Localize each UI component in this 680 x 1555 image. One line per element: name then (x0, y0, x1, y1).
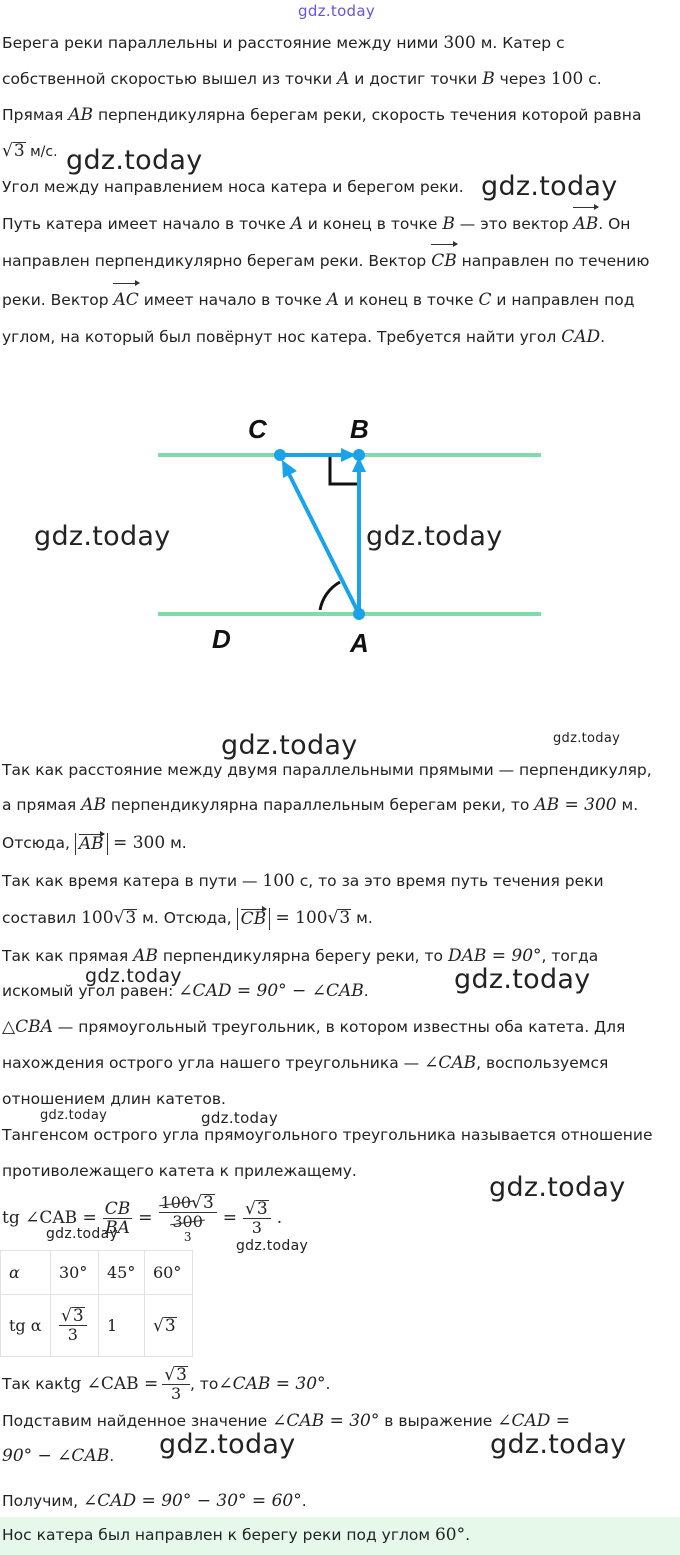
abs-bars: AB (75, 833, 108, 855)
abs-bars: CB (237, 908, 271, 930)
vector-ac-line (287, 470, 359, 614)
watermark: gdz.today (454, 964, 591, 995)
watermark: gdz.today (34, 521, 171, 552)
explain-line: направлен перпендикулярно берегам реки. Вектор CB направлен по течению (2, 243, 678, 280)
table-row (1, 1251, 193, 1295)
table-row (1, 1295, 193, 1357)
fraction-cb-ba: $\frac{CB}{BA}$ (104, 1198, 131, 1238)
tangent-formula: tg ∠CAB = $\frac{CB}{BA}$ = 100√3 300 3 = $\frac{√3}{3}$ . (2, 1192, 283, 1244)
solution-line: Так как расстояние между двумя параллельными прямыми — перпендикуляр, (2, 761, 652, 779)
problem-line: собственной скоростью вышел из точки A и достиг точки B через 100 с. (2, 69, 602, 89)
solution-line: отношением длин катетов. (2, 1090, 226, 1108)
label-c: C (248, 414, 267, 444)
solution-line: искомый угол равен: ∠CAD = 90° − ∠CAB. (2, 981, 369, 1001)
watermark: gdz.today (490, 1429, 627, 1460)
river-diagram (0, 400, 680, 670)
vector-cb: CB (431, 243, 457, 280)
watermark: gdz.today (46, 1226, 119, 1242)
watermark: gdz.today (236, 1238, 309, 1254)
solution-line: составил 100√3 м. Отсюда, CB = 100√3 м. (2, 908, 373, 929)
solution-line: а прямая AB перпендикулярна параллельным берегам реки, то AB = 300 м. (2, 795, 639, 815)
table-cell: 1 (99, 1295, 145, 1357)
point-b (353, 449, 365, 461)
watermark: gdz.today (159, 1429, 296, 1460)
label-a: A (350, 628, 369, 658)
solution-line: Отсюда, AB = 300 м. (2, 833, 187, 854)
answer-text: Нос катера был направлен к берегу реки под углом 60°. (2, 1525, 471, 1545)
fraction-result: $\frac{√3}{3}$ (243, 1200, 271, 1237)
table-cell: α (1, 1251, 51, 1295)
sqrt-symbol: √3 (2, 141, 25, 161)
table-cell: tg α (1, 1295, 51, 1357)
tangent-table (0, 1250, 193, 1357)
watermark: gdz.today (221, 730, 358, 761)
explain-line: углом, на который был повёрнут нос катера. Требуется найти угол CAD. (2, 327, 606, 347)
table-cell: $\frac{√3}{3}$ (51, 1295, 99, 1357)
point-c (274, 449, 286, 461)
watermark: gdz.today (366, 521, 503, 552)
table-cell: 30° (51, 1251, 99, 1295)
problem-line: Прямая AB перпендикулярна берегам реки, скорость течения которой равна (2, 105, 642, 125)
solution-line: Так как прямая AB перпендикулярна берегу реки, то DAB = 90°, тогда (2, 946, 599, 966)
explain-line: реки. Вектор AC имеет начало в точке A и конец в точке C и направлен под (2, 282, 678, 319)
table-cell: 45° (99, 1251, 145, 1295)
solution-line: △CBA — прямоугольный треугольник, в котором известны оба катета. Для (2, 1017, 626, 1037)
explain-line: Путь катера имеет начало в точке A и конец в точке B — это вектор AB. Он (2, 206, 678, 243)
label-d: D (212, 624, 231, 654)
watermark: gdz.today (481, 171, 618, 202)
vector-ab: AB (573, 206, 598, 243)
table-cell: 60° (145, 1251, 193, 1295)
watermark: gdz.today (553, 731, 621, 746)
problem-line: Берега реки параллельны и расстояние между ними 300 м. Катер с (2, 33, 565, 53)
fraction-cancelled: 100√3 300 3 (159, 1194, 217, 1243)
watermark: gdz.today (40, 1108, 108, 1123)
conclusion-line: Так как tg ∠CAB = $\frac{√3}{3}$ , то ∠CAB = 30° . (2, 1364, 331, 1403)
conclusion-line: 90° − ∠CAB. (2, 1446, 115, 1466)
point-a (353, 608, 365, 620)
solution-line: Тангенсом острого угла прямоугольного треугольника называется отношение (2, 1126, 653, 1144)
watermark: gdz.today (298, 2, 376, 20)
solution-line: противолежащего катета к прилежащему. (2, 1162, 357, 1180)
solution-line: нахождения острого угла нашего треугольника — ∠CAB, воспользуемся (2, 1053, 609, 1073)
table-cell: √3 (145, 1295, 193, 1357)
watermark: gdz.today (489, 1172, 626, 1203)
question-text: Угол между направлением носа катера и берегом реки. (2, 178, 464, 196)
watermark: gdz.today (201, 1109, 279, 1127)
label-b: B (350, 414, 369, 444)
problem-line: √3 м/с. (2, 133, 678, 171)
conclusion-line: Получим, ∠CAD = 90° − 30° = 60°. (2, 1491, 307, 1511)
watermark: gdz.today (66, 145, 203, 176)
vector-ac: AC (113, 282, 138, 319)
angle-arc (320, 582, 340, 610)
conclusion-line: Подставим найденное значение ∠CAB = 30° в выражение ∠CAD = (2, 1411, 571, 1431)
watermark: gdz.today (85, 965, 182, 987)
answer-box (0, 1517, 680, 1555)
solution-line: Так как время катера в пути — 100 с, то за это время путь течения реки (2, 871, 604, 891)
